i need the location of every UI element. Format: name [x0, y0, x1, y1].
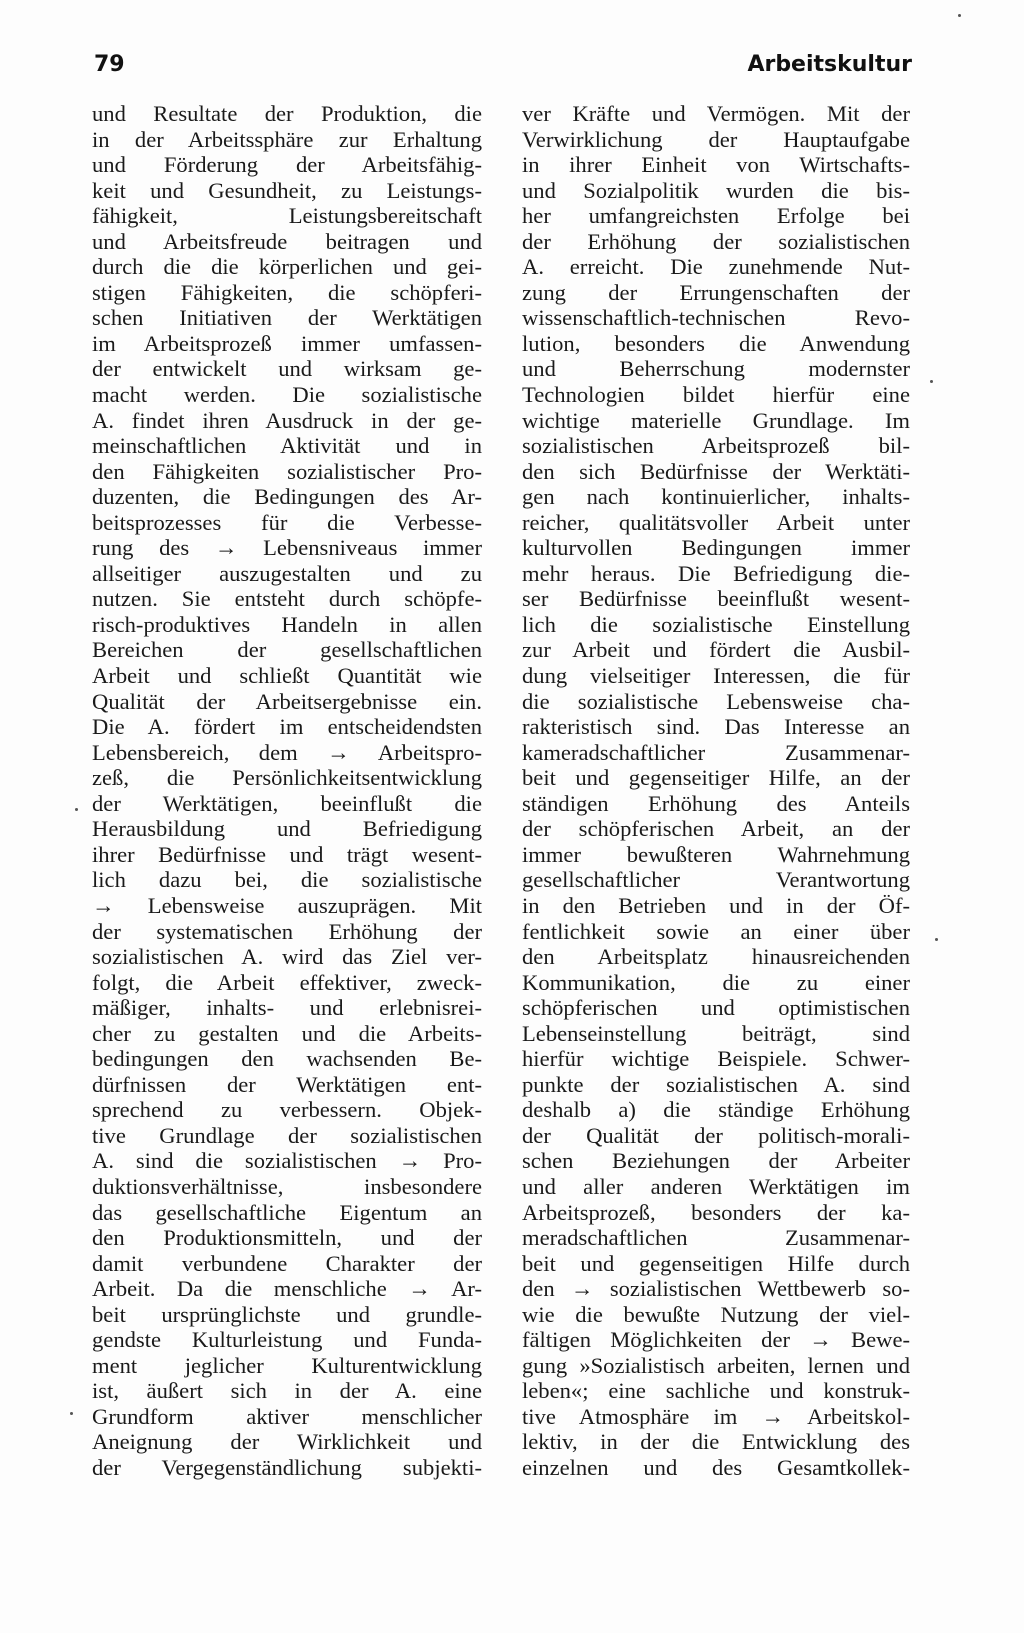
text-line: einzelnen und des Gesamtkollek- — [522, 1454, 910, 1480]
text-line: beit und gegenseitigen Hilfe durch — [522, 1250, 910, 1276]
text-line: der Erhöhung der sozialistischen — [522, 228, 910, 254]
text-line: hierfür wichtige Beispiele. Schwer- — [522, 1046, 910, 1072]
text-line: wie die bewußte Nutzung der viel- — [522, 1301, 910, 1327]
text-line: rakteristisch sind. Das Interesse an — [522, 714, 910, 740]
text-line: Lebenseinstellung beiträgt, sind — [522, 1020, 910, 1046]
text-line: dung vielseitiger Interessen, die für — [522, 663, 910, 689]
text-line: Arbeit und schließt Quantität wie — [92, 663, 482, 689]
text-line: wichtige materielle Grundlage. Im — [522, 407, 910, 433]
text-line: Lebensbereich, dem → Arbeitspro- — [92, 739, 482, 765]
text-line: tive Atmosphäre im → Arbeitskol- — [522, 1403, 910, 1429]
text-line: sprechend zu verbessern. Objek- — [92, 1097, 482, 1123]
text-line: A. erreicht. Die zunehmende Nut- — [522, 254, 910, 280]
text-line: stigen Fähigkeiten, die schöpferi- — [92, 279, 482, 305]
text-line: meinschaftlichen Aktivität und in — [92, 433, 482, 459]
text-line: gung »Sozialistisch arbeiten, lernen und — [522, 1352, 910, 1378]
text-line: immer bewußteren Wahrnehmung — [522, 841, 910, 867]
text-line: wissenschaftlich-technischen Revo- — [522, 305, 910, 331]
text-line: schen Beziehungen der Arbeiter — [522, 1148, 910, 1174]
text-line: leben«; eine sachliche und konstruk- — [522, 1378, 910, 1404]
scan-speck — [70, 1412, 73, 1415]
text-line: lich dazu bei, die sozialistische — [92, 867, 482, 893]
text-line: Qualität der Arbeitsergebnisse ein. — [92, 688, 482, 714]
text-line: der entwickelt und wirksam ge- — [92, 356, 482, 382]
text-line: gesellschaftlicher Verantwortung — [522, 867, 910, 893]
right-text-column — [522, 101, 910, 1481]
text-line: ment jeglicher Kulturentwicklung — [92, 1352, 482, 1378]
text-line: Die A. fördert im entscheidendsten — [92, 714, 482, 740]
text-line: meradschaftlichen Zusammenar- — [522, 1225, 910, 1251]
text-line: der Vergegenständlichung subjekti- — [92, 1454, 482, 1480]
text-line: fältigen Möglichkeiten der → Bewe- — [522, 1327, 910, 1353]
text-line: Verwirklichung der Hauptaufgabe — [522, 126, 910, 152]
text-line: ist, äußert sich in der A. eine — [92, 1378, 482, 1404]
text-line: zeß, die Persönlichkeitsentwicklung — [92, 765, 482, 791]
text-line: den Arbeitsplatz hinausreichenden — [522, 944, 910, 970]
text-line: nutzen. Sie entsteht durch schöpfe- — [92, 586, 482, 612]
text-line: ständigen Erhöhung des Anteils — [522, 790, 910, 816]
text-line: die sozialistische Lebensweise cha- — [522, 688, 910, 714]
text-line: A. sind die sozialistischen → Pro- — [92, 1148, 482, 1174]
text-line: und Resultate der Produktion, die — [92, 101, 482, 126]
text-line: der Qualität der politisch-morali- — [522, 1122, 910, 1148]
text-line: risch-produktives Handeln in allen — [92, 611, 482, 637]
text-line: damit verbundene Charakter der — [92, 1250, 482, 1276]
text-line: punkte der sozialistischen A. sind — [522, 1071, 910, 1097]
text-line: lich die sozialistische Einstellung — [522, 611, 910, 637]
left-text-column — [92, 101, 482, 1481]
text-line: den Fähigkeiten sozialistischer Pro- — [92, 458, 482, 484]
text-line: duktionsverhältnisse, insbesondere — [92, 1173, 482, 1199]
scan-speck — [930, 380, 933, 383]
text-line: in der Arbeitssphäre zur Erhaltung — [92, 126, 482, 152]
text-line: Aneignung der Wirklichkeit und — [92, 1429, 482, 1455]
text-line: reicher, qualitätsvoller Arbeit unter — [522, 509, 910, 535]
text-line: und Beherrschung modernster — [522, 356, 910, 382]
text-line: Herausbildung und Befriedigung — [92, 816, 482, 842]
text-line: ser Bedürfnisse beeinflußt wesent- — [522, 586, 910, 612]
running-head: Arbeitskultur — [747, 52, 912, 77]
text-line: sozialistischen A. wird das Ziel ver- — [92, 944, 482, 970]
text-line: allseitiger auszugestalten und zu — [92, 560, 482, 586]
text-line: ihrer Bedürfnisse und trägt wesent- — [92, 841, 482, 867]
text-line: zur Arbeit und fördert die Ausbil- — [522, 637, 910, 663]
text-line: den Produktionsmitteln, und der — [92, 1225, 482, 1251]
text-line: den → sozialistischen Wettbewerb so- — [522, 1276, 910, 1302]
text-line: und Sozialpolitik wurden die bis- — [522, 177, 910, 203]
text-line: tive Grundlage der sozialistischen — [92, 1122, 482, 1148]
text-line: schen Initiativen der Werktätigen — [92, 305, 482, 331]
text-line: beit ursprünglichste und grundle- — [92, 1301, 482, 1327]
page-number: 79 — [94, 52, 125, 77]
text-line: den sich Bedürfnisse der Werktäti- — [522, 458, 910, 484]
text-line: cher zu gestalten und die Arbeits- — [92, 1020, 482, 1046]
text-line: ver Kräfte und Vermögen. Mit der — [522, 101, 910, 126]
text-line: schöpferischen und optimistischen — [522, 995, 910, 1021]
text-line: in ihrer Einheit von Wirtschafts- — [522, 152, 910, 178]
text-line: lektiv, in der die Entwicklung des — [522, 1429, 910, 1455]
text-line: deshalb a) die ständige Erhöhung — [522, 1097, 910, 1123]
text-line: rung des → Lebensniveaus immer — [92, 535, 482, 561]
text-line: fähigkeit, Leistungsbereitschaft — [92, 203, 482, 229]
text-line: im Arbeitsprozeß immer umfassen- — [92, 330, 482, 356]
text-line: mäßiger, inhalts- und erlebnisrei- — [92, 995, 482, 1021]
text-line: kameradschaftlicher Zusammenar- — [522, 739, 910, 765]
text-line: macht werden. Die sozialistische — [92, 382, 482, 408]
text-line: der Werktätigen, beeinflußt die — [92, 790, 482, 816]
text-line: Arbeitsprozeß, besonders der ka- — [522, 1199, 910, 1225]
text-line: zung der Errungenschaften der — [522, 279, 910, 305]
text-line: mehr heraus. Die Befriedigung die- — [522, 560, 910, 586]
text-line: bedingungen den wachsenden Be- — [92, 1046, 482, 1072]
text-line: folgt, die Arbeit effektiver, zweck- — [92, 969, 482, 995]
text-line: durch die die körperlichen und gei- — [92, 254, 482, 280]
scan-speck — [75, 808, 78, 811]
text-line: beit und gegenseitiger Hilfe, an der — [522, 765, 910, 791]
text-line: in den Betrieben und in der Öf- — [522, 892, 910, 918]
text-line: gen nach kontinuierlicher, inhalts- — [522, 484, 910, 510]
text-line: fentlichkeit sowie an einer über — [522, 918, 910, 944]
scan-speck — [958, 14, 961, 17]
text-line: Technologien bildet hierfür eine — [522, 382, 910, 408]
text-line: dürfnissen der Werktätigen ent- — [92, 1071, 482, 1097]
text-line: gendste Kulturleistung und Funda- — [92, 1327, 482, 1353]
text-line: kulturvollen Bedingungen immer — [522, 535, 910, 561]
text-line: und aller anderen Werktätigen im — [522, 1173, 910, 1199]
scan-speck — [935, 938, 938, 941]
text-line: keit und Gesundheit, zu Leistungs- — [92, 177, 482, 203]
text-line: Grundform aktiver menschlicher — [92, 1403, 482, 1429]
text-line: Kommunikation, die zu einer — [522, 969, 910, 995]
text-line: → Lebensweise auszuprägen. Mit — [92, 892, 482, 918]
text-line: Bereichen der gesellschaftlichen — [92, 637, 482, 663]
text-line: der systematischen Erhöhung der — [92, 918, 482, 944]
text-line: lution, besonders die Anwendung — [522, 330, 910, 356]
text-line: Arbeit. Da die menschliche → Ar- — [92, 1276, 482, 1302]
text-line: und Förderung der Arbeitsfähig- — [92, 152, 482, 178]
text-line: und Arbeitsfreude beitragen und — [92, 228, 482, 254]
text-line: A. findet ihren Ausdruck in der ge- — [92, 407, 482, 433]
text-line: der schöpferischen Arbeit, an der — [522, 816, 910, 842]
text-line: das gesellschaftliche Eigentum an — [92, 1199, 482, 1225]
text-line: her umfangreichsten Erfolge bei — [522, 203, 910, 229]
text-line: duzenten, die Bedingungen des Ar- — [92, 484, 482, 510]
text-line: beitsprozesses für die Verbesse- — [92, 509, 482, 535]
text-line: sozialistischen Arbeitsprozeß bil- — [522, 433, 910, 459]
